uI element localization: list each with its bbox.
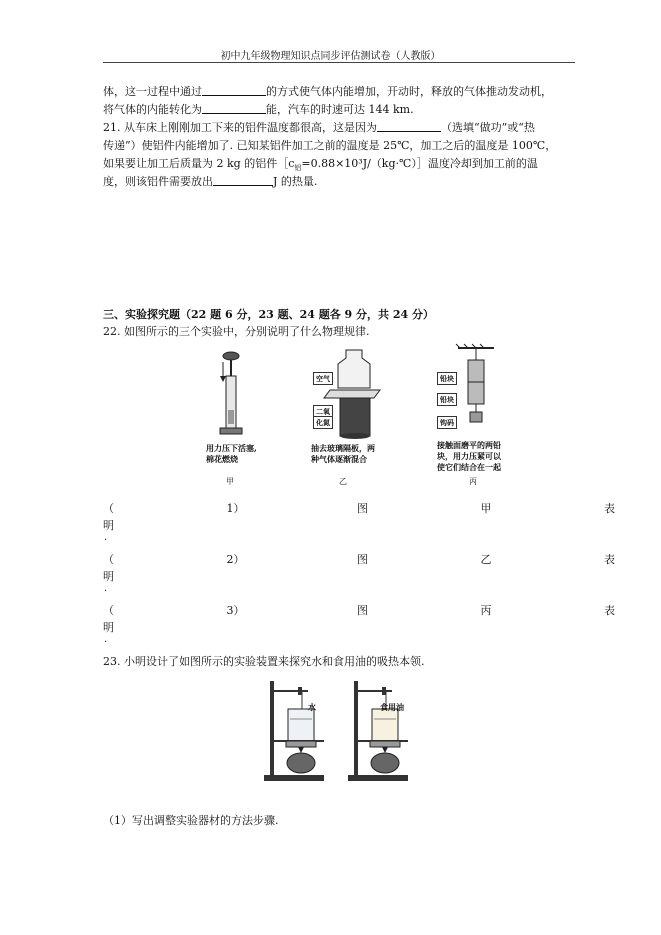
text-fragment: 度，则该铝件需要放出: [103, 175, 213, 188]
item-part: （: [103, 502, 114, 515]
item-part: （: [103, 604, 114, 617]
subscript: 铝: [294, 164, 302, 173]
paragraph-top-line-2: [103, 101, 414, 117]
text-fragment: J 的热量.: [273, 175, 318, 188]
item-part: 图: [357, 502, 368, 515]
item-part: 表: [604, 502, 615, 515]
answer-blank[interactable]: [213, 175, 273, 186]
fig-a-caption-2: 棉花燃烧: [206, 454, 238, 464]
q22-item-1-tail: 明: [103, 519, 114, 532]
dot: .: [104, 634, 108, 645]
fig-b-caption-2: 种气体逐渐混合: [311, 454, 367, 464]
item-part: 乙: [480, 553, 492, 566]
tag-lead-1: 铅块: [437, 372, 457, 385]
fig-a-label: 甲: [226, 477, 234, 486]
tag-air: 空气: [313, 372, 333, 385]
text-fragment: 体，这一过程中通过: [103, 85, 202, 98]
q22-item-2: [103, 551, 615, 567]
fire-syringe-figure: [205, 348, 275, 443]
q22-item-3: [103, 602, 615, 618]
text-fragment: 能，汽车的时速可达 144 km.: [266, 103, 414, 116]
item-part: （: [103, 553, 114, 566]
heating-apparatus-figure: [258, 675, 418, 787]
fig-c-caption-3: 使它们结合在一起: [437, 462, 501, 472]
label-oil: 食用油: [380, 702, 404, 712]
dot: .: [104, 583, 108, 594]
q22-item-3-tail: 明: [103, 621, 114, 634]
q21-line-4: [103, 173, 317, 189]
item-part: 1）: [226, 502, 245, 515]
header-divider: [103, 62, 575, 63]
item-part: 甲: [480, 502, 492, 515]
text-fragment: 的方式使气体内能增加，开动时，释放的气体推动发动机，: [266, 85, 552, 98]
q22-stem: 22. 如图所示的三个实验中，分别说明了什么物理规律.: [103, 325, 370, 338]
text-fragment: =0.88×10³J/（kg·℃）］温度冷却到加工前的温: [301, 157, 538, 170]
answer-blank[interactable]: [202, 85, 266, 96]
item-part: 表: [604, 553, 615, 566]
q22-item-1: [103, 500, 615, 516]
text-fragment: （选填“做功”或“热: [441, 121, 535, 134]
answer-blank[interactable]: [377, 121, 441, 132]
item-part: 2）: [226, 553, 245, 566]
paragraph-top-line-1: [103, 83, 552, 99]
item-part: 图: [357, 553, 368, 566]
item-part: 3）: [226, 604, 245, 617]
q23-stem: 23. 小明设计了如图所示的实验装置来探究水和食用油的吸热本领.: [103, 655, 425, 668]
fig-c-caption-2: 块，用力压紧可以: [437, 451, 501, 461]
dot: .: [104, 532, 108, 543]
tag-weight: 钩码: [437, 416, 457, 429]
q21-line-3: [103, 155, 538, 173]
item-part: 表: [604, 604, 615, 617]
text-fragment: 如果要让加工后质量为 2 kg 的铝件［c: [103, 157, 295, 170]
fig-b-caption-1: 抽去玻璃隔板，两: [311, 443, 375, 453]
fig-a-caption-1: 用力压下活塞,: [206, 443, 257, 453]
answer-blank[interactable]: [202, 103, 266, 114]
q21-line-2: 传递”）使铝件内能增加了. 已知某铝件加工之前的温度是 25℃，加工之后的温度是 100℃，: [103, 139, 557, 152]
tag-no2-2: 化氮: [313, 416, 333, 429]
q23-sub-1: （1）写出调整实验器材的方法步骤.: [103, 814, 279, 827]
text-fragment: 将气体的内能转化为: [103, 103, 202, 116]
fig-c-caption-1: 接触面磨平的两铅: [437, 440, 501, 450]
q21-line-1: [103, 119, 535, 135]
item-part: 图: [357, 604, 368, 617]
label-water: 水: [308, 702, 316, 712]
fig-b-label: 乙: [339, 477, 347, 486]
fig-c-label: 丙: [469, 477, 477, 486]
text-fragment: 21. 从车床上刚刚加工下来的铝件温度都很高，这是因为: [103, 121, 377, 134]
tag-no2-1: 二氧: [313, 405, 333, 418]
section-title: 三、实验探究题（22 题 6 分，23 题、24 题各 9 分，共 24 分）: [103, 308, 435, 321]
item-part: 丙: [480, 604, 492, 617]
page-header-title: 初中九年级物理知识点同步评估测试卷（人教版）: [220, 51, 441, 62]
tag-lead-2: 铅块: [437, 393, 457, 406]
q22-item-2-tail: 明: [103, 570, 114, 583]
